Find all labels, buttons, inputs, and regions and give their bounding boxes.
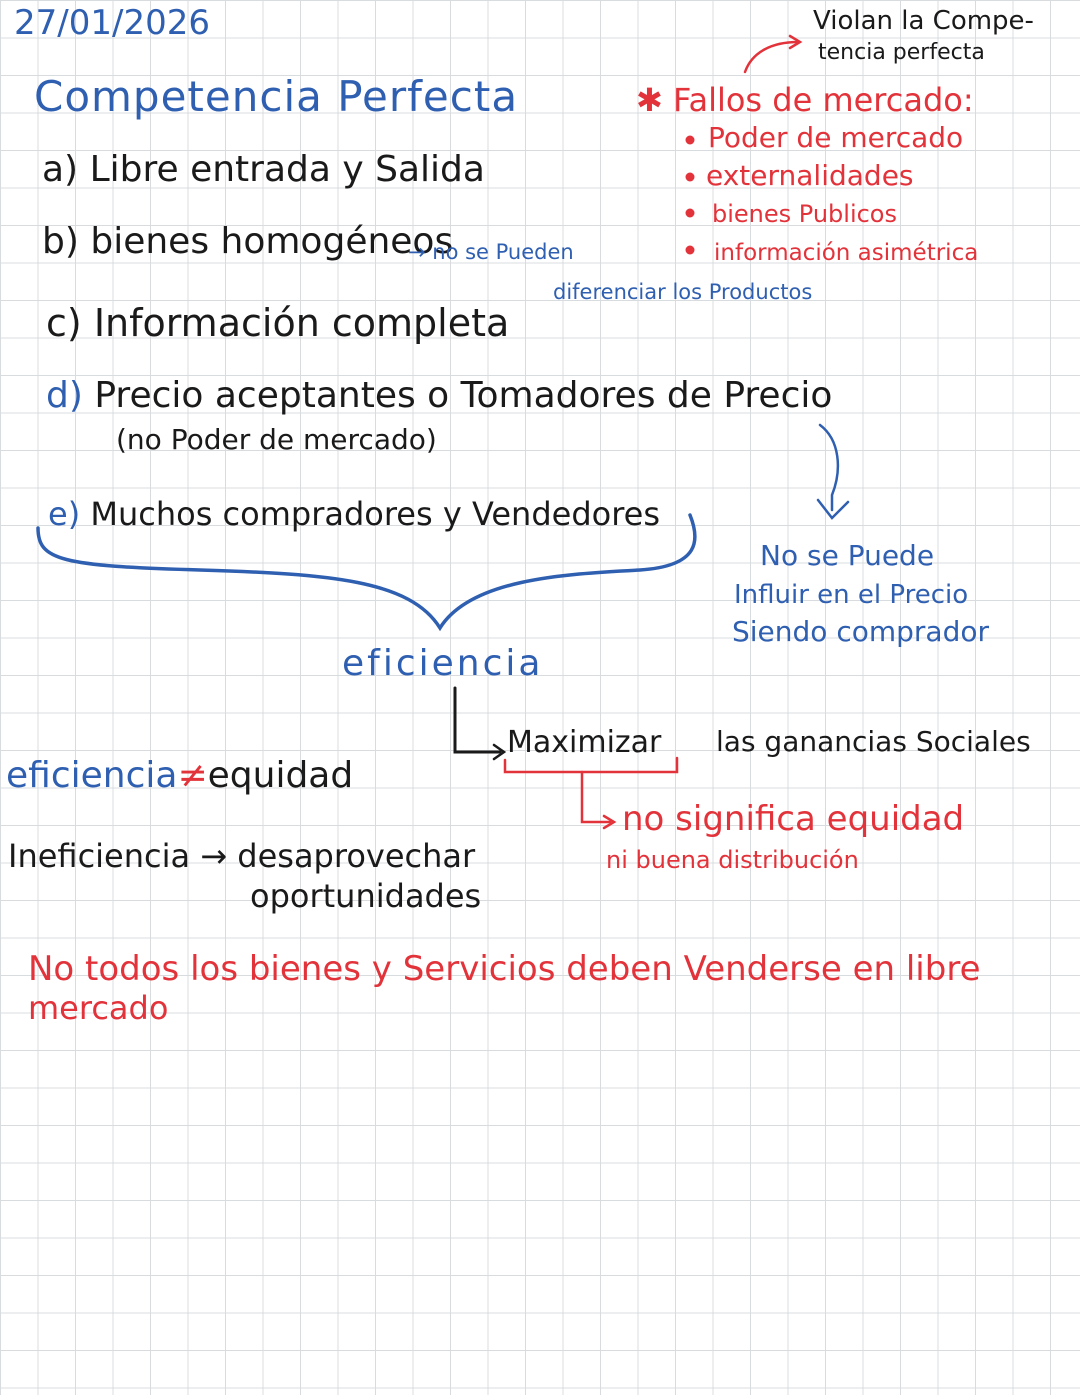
- page-title: Competencia Perfecta: [34, 72, 519, 121]
- curved-arrow-down-icon: [820, 425, 838, 510]
- no-equidad-1: no significa equidad: [622, 799, 965, 839]
- fallos-item: información asimétrica: [714, 240, 979, 266]
- condition-b-note-2: diferenciar los Productos: [553, 280, 813, 304]
- maximizar-label: Maximizar: [507, 725, 662, 760]
- condition-b: [42, 221, 454, 262]
- condition-letter: d): [46, 375, 83, 416]
- condition-a: [42, 149, 485, 190]
- fallos-item: Poder de mercado: [708, 121, 964, 154]
- arrow-right-icon: →: [200, 837, 238, 875]
- price-note-1: No se Puede: [760, 539, 935, 572]
- eficiencia-word: eficiencia: [6, 755, 178, 796]
- no-equidad-2: ni buena distribución: [606, 846, 859, 874]
- condition-d-sub: (no Poder de mercado): [116, 423, 437, 456]
- condition-letter: b): [42, 221, 79, 262]
- fallos-title: ✱ Fallos de mercado:: [636, 81, 974, 119]
- not-equal-icon: ≠: [177, 755, 208, 796]
- fallos-item: bienes Publicos: [712, 200, 897, 228]
- corner-arrow-red-icon: [582, 772, 610, 822]
- equidad-word: equidad: [207, 755, 354, 796]
- condition-letter: a): [42, 149, 79, 190]
- bullet-icon: [686, 173, 695, 182]
- condition-text: Información completa: [93, 301, 510, 345]
- bullet-icon: [686, 209, 695, 218]
- bottom-note-2: mercado: [28, 989, 169, 1027]
- condition-b-note-1: → no se Pueden: [408, 240, 574, 264]
- underline-bracket-icon: [505, 758, 677, 772]
- bullet-icon: [686, 246, 695, 255]
- condition-e: [48, 495, 661, 533]
- condition-d: [46, 375, 833, 416]
- violan-note-2: tencia perfecta: [818, 40, 985, 65]
- ineficiencia-def-1: desaprovechar: [237, 837, 476, 875]
- fallos-item: externalidades: [706, 159, 914, 192]
- eficiencia-label: eficiencia: [342, 643, 544, 684]
- ineficiencia-word: Ineficiencia: [8, 837, 191, 875]
- condition-text: Precio aceptantes o Tomadores de Precio: [94, 375, 833, 416]
- price-note-2: Influir en el Precio: [734, 580, 969, 610]
- corner-arrow-icon: [455, 688, 500, 752]
- condition-c: [46, 301, 510, 345]
- ganancias-label: las ganancias Sociales: [716, 725, 1031, 758]
- curved-arrow-up-icon: [745, 42, 798, 72]
- price-note-3: Siendo comprador: [732, 615, 989, 648]
- condition-text: Muchos compradores y Vendedores: [90, 495, 661, 533]
- bottom-note-1: No todos los bienes y Servicios deben Venderse en libre: [28, 949, 981, 989]
- condition-letter: c): [46, 301, 82, 345]
- condition-text: bienes homogéneos: [90, 221, 454, 262]
- date: 27/01/2026: [14, 3, 210, 43]
- bullet-icon: [686, 136, 695, 145]
- ineficiencia-line: [8, 837, 476, 875]
- ineficiencia-def-2: oportunidades: [250, 877, 482, 915]
- violan-note-1: Violan la Compe-: [813, 6, 1034, 36]
- eficiencia-vs-equidad: [6, 755, 354, 796]
- condition-text: Libre entrada y Salida: [89, 149, 485, 190]
- condition-letter: e): [48, 495, 81, 533]
